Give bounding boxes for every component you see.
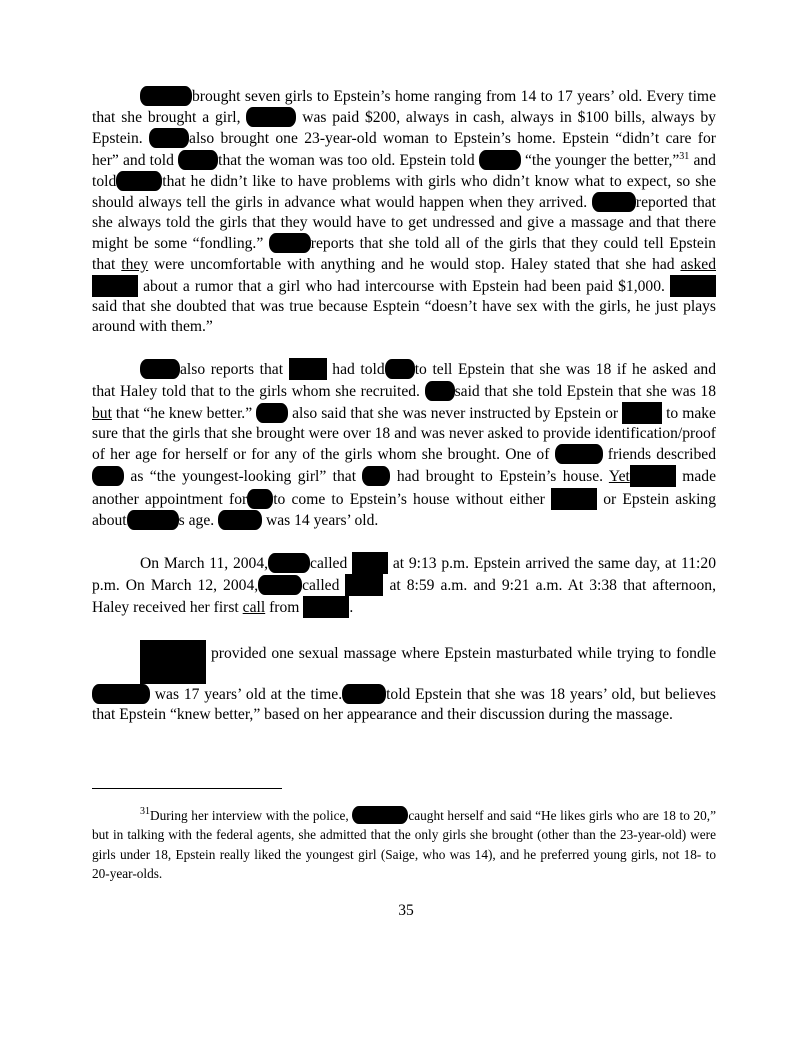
redaction xyxy=(551,488,597,510)
redaction xyxy=(140,640,206,684)
redaction xyxy=(116,171,162,191)
paragraph-2: also reports that had told to tell Epstein that she was 18 if he asked and that Haley told that to the girls whom she recruited. said that she told Epstein that she was 18 but that “he knew better.” also said that she was never instructed by Epstein or to make sure that the girls that she brought were over 18 and was never asked to provide identification/proof of her age for herself or for any of the girls whom she brought. One of friends described as “the youngest-looking girl” that had brought to Epstein’s house. Yet made another appointment for to come to Epstein’s house without either or Epstein asking about s age. was 14 years’ old. xyxy=(92,358,716,531)
footnote-reference[interactable]: 31 xyxy=(679,150,690,162)
redaction xyxy=(246,107,296,127)
redaction xyxy=(479,150,521,170)
redaction xyxy=(345,574,383,596)
paragraph-4: provided one sexual massage where Epstein masturbated while trying to fondle was 17 years’ old at the time. told Epstein that she was 18 years’ old, but believes that Epstein “knew better,” based on her appearance and their discussion during the massage. xyxy=(92,640,716,725)
redaction xyxy=(555,444,603,464)
paragraph-3: On March 11, 2004, called at 9:13 p.m. Epstein arrived the same day, at 11:20 p.m. On March 12, 2004, called at 8:59 a.m. and 9:21 a.m. At 3:38 that afternoon, Haley received her first call from . xyxy=(92,552,716,619)
redaction xyxy=(149,128,189,148)
footnote-31: $^{31}$During her interview with the police, caught herself and said “He likes girls who are 18 to 20,” but in talking with the federal agents, she admitted that the only girls she brought (other than the 23-year-old) were girls under 18, Epstein really liked the youngest girl (Saige, who was 14), and he preferred young girls, not 18- to 20-year-olds. xyxy=(92,806,716,881)
redaction xyxy=(342,684,386,704)
redaction xyxy=(385,359,415,379)
redaction xyxy=(92,684,150,704)
redaction xyxy=(140,359,180,379)
redaction xyxy=(670,275,716,297)
redaction xyxy=(178,150,218,170)
paragraph-1: brought seven girls to Epstein’s home ranging from 14 to 17 years’ old. Every time that she brought a girl, was paid $200, always in cash, always in $100 bills, always by Epstein. also brought one 23-year-old woman to Epstein’s home. Epstein “didn’t care for her” and told that the woman was too old. Epstein told “the younger the better,”$^{31}$ and told that he didn’t like to have problems with girls who didn’t know what to expect, so she should always tell the girls in advance what would happen when they arrived. reported that she always told the girls that they would have to get undressed and give a massage and that there might be some “fondling.” reports that she told all of the girls that they could tell Epstein that they were uncomfortable with anything and he would stop. Haley stated that she had asked about a rumor that a girl who had intercourse with Epstein had been paid $1,000. said that she doubted that was true because Esptein “doesn’t have sex with the girls, he just plays around with them.” xyxy=(92,88,717,336)
redaction xyxy=(92,466,124,486)
redaction xyxy=(303,596,349,618)
redaction xyxy=(268,553,310,573)
footnote-separator xyxy=(92,788,282,789)
redaction xyxy=(352,552,388,574)
redaction xyxy=(140,86,192,106)
redaction xyxy=(352,806,408,824)
redaction xyxy=(630,465,676,487)
document-body xyxy=(92,86,716,725)
redaction xyxy=(256,403,288,423)
redaction xyxy=(592,192,636,212)
redaction xyxy=(218,510,262,530)
page-number: 35 xyxy=(398,902,414,919)
redaction xyxy=(258,575,302,595)
redaction xyxy=(425,381,455,401)
redaction xyxy=(247,489,273,509)
redaction xyxy=(362,466,390,486)
redaction xyxy=(269,233,311,253)
redaction xyxy=(622,402,662,424)
redaction xyxy=(92,275,138,297)
redaction xyxy=(127,510,179,530)
footnote-number: 31 xyxy=(140,806,150,817)
redaction xyxy=(289,358,327,380)
